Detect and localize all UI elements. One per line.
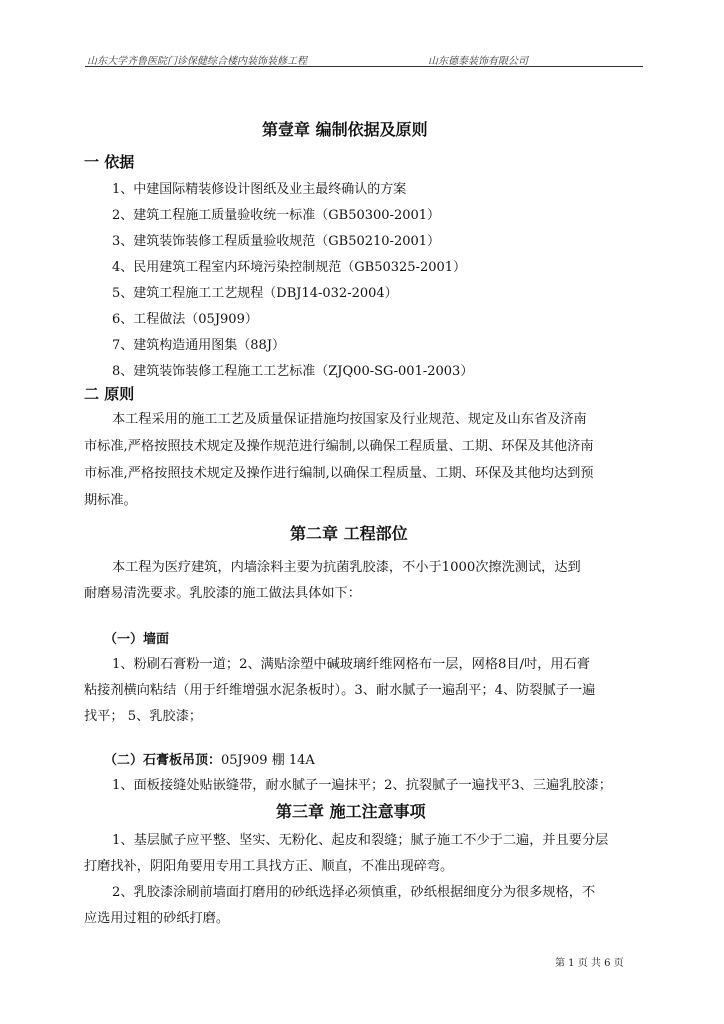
section-basis-heading: 一 依据 (84, 153, 135, 171)
chapter1-title: 第壹章 编制依据及原则 (262, 120, 428, 139)
header-company-name: 山东德泰装饰有限公司 (428, 56, 528, 67)
principle-text-line: 本工程采用的施工工艺及质量保证措施均按国家及行业规范、规定及山东省及济南 (112, 412, 587, 427)
page-number: 第 1 页 共 6 页 (555, 958, 624, 969)
chapter3-title: 第三章 施工注意事项 (276, 802, 426, 821)
basis-item: 5、建筑工程施工工艺规程（DBJ14-032-2004） (112, 286, 398, 301)
basis-item: 8、建筑装饰装修工程施工工艺标准（ZJQ00-SG-001-2003） (112, 364, 474, 379)
intro-text-line: 本工程为医疗建筑，内墙涂料主要为抗菌乳胶漆，不小于1000次擦洗测试，达到 (112, 560, 581, 575)
ceiling-subheading (104, 749, 315, 768)
principle-text-line: 市标准,严格按照技术规定及操作规范进行编制,以确保工程质量、工期、环保及其他济南 (84, 439, 594, 454)
wall-text-line: 粘接剂横向粘结（用于纤维增强水泥条板时）。3、耐水腻子一遍刮平；4、防裂腻子一遍 (84, 683, 596, 698)
basis-item: 1、中建国际精装修设计图纸及业主最终确认的方案 (112, 182, 407, 197)
basis-item: 2、建筑工程施工质量验收统一标准（GB50300-2001） (112, 208, 441, 223)
wall-text-line: 1、粉刷石膏粉一道；2、满贴涂塑中碱玻璃纤维网格布一层，网格8目/吋，用石膏 (112, 657, 590, 672)
notes-text-line: 应选用过粗的砂纸打磨。 (84, 911, 230, 926)
notes-text-line: 2、乳胶漆涂刷前墙面打磨用的砂纸选择必须慎重，砂纸根据细度分为很多规格，不 (112, 885, 596, 900)
page-header (85, 50, 643, 67)
ceiling-text-line: 1、面板接缝处贴嵌缝带，耐水腻子一遍抹平；2、抗裂腻子一遍找平3、三遍乳胶漆； (112, 778, 612, 793)
ceiling-subheading-title: （二）石膏板吊顶： (104, 753, 222, 768)
basis-item: 6、工程做法（05J909） (112, 312, 258, 327)
principle-text-line: 期标准。 (84, 493, 137, 508)
principle-text-line: 市标准,严格按照技术规定及操作进行编制,以确保工程质量、工期、环保及其他均达到预 (84, 466, 594, 481)
chapter2-title: 第二章 工程部位 (290, 524, 408, 543)
wall-text-line: 找平； 5、乳胶漆； (84, 709, 203, 724)
notes-text-line: 1、基层腻子应平整、坚实、无粉化、起皮和裂缝；腻子施工不少于二遍，并且要分层 (112, 833, 609, 848)
basis-item: 7、建筑构造通用图集（88J） (112, 338, 286, 353)
section-principle-heading: 二 原则 (84, 385, 135, 403)
wall-subheading: （一）墙面 (104, 632, 170, 647)
ceiling-code: 05J909 棚 14A (221, 753, 315, 768)
header-project-name: 山东大学齐鲁医院门诊保健综合楼内装饰装修工程 (87, 56, 307, 67)
notes-text-line: 打磨找补，阴阳角要用专用工具找方正、顺直，不准出现碎弯。 (84, 859, 454, 874)
intro-text-line: 耐磨易清洗要求。乳胶漆的施工做法具体如下： (84, 586, 361, 601)
basis-item: 3、建筑装饰装修工程质量验收规范（GB50210-2001） (112, 234, 441, 249)
basis-item: 4、民用建筑工程室内环境污染控制规范（GB50325-2001） (112, 260, 467, 275)
